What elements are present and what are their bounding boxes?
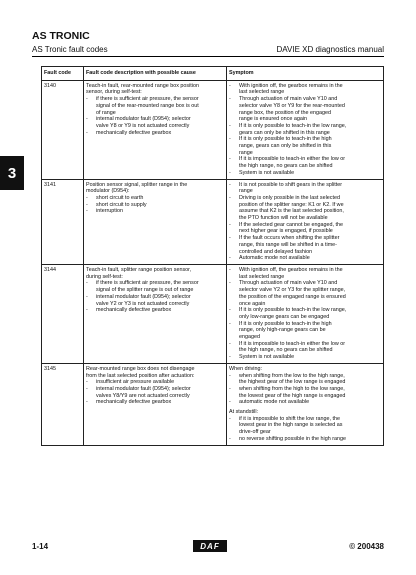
copyright-code: © 200438 bbox=[349, 542, 384, 551]
manual-title: DAVIE XD diagnostics manual bbox=[276, 45, 384, 54]
description-cell bbox=[84, 80, 227, 179]
list-item bbox=[229, 280, 381, 307]
text-line: during self-test: bbox=[86, 273, 123, 280]
list-item bbox=[86, 130, 224, 137]
header-rule bbox=[32, 56, 384, 57]
list-item-text: - Through actuation of main valve Y10 and bbox=[239, 280, 338, 287]
fault-code-table bbox=[41, 66, 384, 446]
list-item-text: signal of the rear-mounted range box is out bbox=[96, 102, 199, 109]
list-item-text: - System is not available bbox=[239, 354, 295, 361]
list-item bbox=[86, 195, 224, 202]
list-item-text: - If it is impossible to teach-in either the low or bbox=[239, 156, 346, 163]
text-line: Teach-in fault, rear-mounted range box position bbox=[86, 82, 199, 89]
list-item bbox=[229, 373, 381, 386]
table-row bbox=[42, 179, 384, 264]
page-title: AS TRONIC bbox=[32, 30, 90, 42]
list-item-text: selector valve Y8 or Y9 for the rear-mounted bbox=[239, 102, 345, 109]
list-item bbox=[86, 399, 224, 406]
list-item-text: the lowest gear of the high range is engaged bbox=[239, 392, 346, 399]
list-item-text: - when shifting from the low to the high range, bbox=[239, 372, 345, 379]
list-item bbox=[86, 280, 224, 293]
fault-code-cell: 3144 bbox=[42, 264, 84, 363]
text-line: Teach-in fault, splitter range position sensor, bbox=[86, 266, 192, 273]
symptom-cell bbox=[227, 264, 384, 363]
list-item-text: - Through actuation of main valve Y10 and bbox=[239, 96, 338, 103]
column-header-fault-code: Fault code bbox=[42, 67, 84, 81]
list-item-text: the high range, no gears can be shifted bbox=[239, 163, 333, 170]
list-item bbox=[229, 354, 381, 361]
list-item-text: range, this range will be shifted in a time- bbox=[239, 241, 337, 248]
list-item-text: - Driving is only possible in the last selected bbox=[239, 194, 340, 201]
list-item bbox=[229, 235, 381, 255]
list-item bbox=[86, 96, 224, 116]
column-header-description: Fault code description with possible cause bbox=[84, 67, 227, 81]
list-item-text: valves Y8/Y9 are not actuated correctly bbox=[96, 392, 190, 399]
list-item-text: - With ignition off, the gearbox remains in the bbox=[239, 266, 343, 273]
list-item-text: once again bbox=[239, 300, 266, 307]
table-row bbox=[42, 80, 384, 179]
symptom-cell bbox=[227, 179, 384, 264]
list-item-text: - if there is sufficient air pressure, the sensor bbox=[96, 96, 199, 103]
list-item-text: - short circuit to earth bbox=[96, 194, 144, 201]
list-item-text: the position of the engaged range is ensured bbox=[239, 293, 346, 300]
list-item bbox=[86, 379, 224, 386]
list-item-text: - If it is only possible to teach-in the high bbox=[239, 320, 332, 327]
list-item-text: last selected range bbox=[239, 89, 285, 96]
page-number: 1-14 bbox=[32, 542, 49, 551]
list-item-text: range, gears can only be shifted in this bbox=[239, 143, 332, 150]
list-item bbox=[229, 267, 381, 280]
list-item-text: - insufficient air pressure available bbox=[96, 379, 175, 386]
list-item-text: valve Y2 or Y3 is not actuated correctly bbox=[96, 300, 190, 307]
symptom-cell bbox=[227, 80, 384, 179]
fault-code-cell: 3145 bbox=[42, 363, 84, 445]
list-item-text: lowest gear in the high range is selected as bbox=[239, 422, 343, 429]
list-item-text: - If the selected gear cannot be engaged, the bbox=[239, 221, 343, 228]
list-item-text: - internal modulator fault (D954); selector bbox=[96, 293, 191, 300]
list-item bbox=[229, 321, 381, 341]
list-item-text: only low-range gears can be engaged bbox=[239, 313, 330, 320]
text-line: sensor, during self-test: bbox=[86, 89, 142, 96]
text-line: modulator (D954): bbox=[86, 188, 130, 195]
list-item bbox=[229, 222, 381, 235]
list-item bbox=[229, 170, 381, 177]
list-item bbox=[229, 255, 381, 262]
list-item bbox=[229, 83, 381, 96]
list-item-text: - mechanically defective gearbox bbox=[96, 307, 172, 314]
list-item-text: next higher gear is engaged, if possible bbox=[239, 228, 333, 235]
table-row bbox=[42, 264, 384, 363]
list-item-text: last selected range bbox=[239, 273, 285, 280]
list-item-text: - mechanically defective gearbox bbox=[96, 129, 172, 136]
list-item-text: - short circuit to supply bbox=[96, 201, 147, 208]
column-header-symptom: Symptom bbox=[227, 67, 384, 81]
list-item-text: the high range, no gears can be shifted bbox=[239, 347, 333, 354]
list-item-text: controlled and delayed fashion bbox=[239, 248, 313, 255]
list-item-text: - if it is impossible to shift the low range, the bbox=[239, 415, 340, 422]
list-item-text: - interruption bbox=[96, 208, 123, 215]
list-item-text: - when shifting from the high to the low range, bbox=[239, 385, 345, 392]
list-item bbox=[86, 202, 224, 209]
list-item-text: position of the splitter range: K1 or K2. If we bbox=[239, 201, 344, 208]
description-cell bbox=[84, 264, 227, 363]
section-subtitle: AS Tronic fault codes bbox=[32, 45, 108, 54]
list-item-text: range is ensured once again bbox=[239, 116, 308, 123]
list-item-text: - mechanically defective gearbox bbox=[96, 399, 172, 406]
text-line: Rear-mounted range box does not disengage bbox=[86, 365, 195, 372]
list-item bbox=[229, 436, 381, 443]
list-item-text: of range bbox=[96, 109, 116, 116]
list-item bbox=[229, 96, 381, 123]
description-cell bbox=[84, 363, 227, 445]
text-line: When driving: bbox=[229, 365, 262, 372]
list-item-text: the PTO function will not be available bbox=[239, 215, 328, 222]
list-item-text: the highest gear of the low range is engaged bbox=[239, 379, 346, 386]
list-item-text: - If it is only possible to teach-in the low range, bbox=[239, 122, 347, 129]
list-item-text: - System is not available bbox=[239, 169, 295, 176]
list-item-text: range, only high-range gears can be bbox=[239, 327, 326, 334]
list-item-text: engaged bbox=[239, 334, 260, 341]
list-item bbox=[229, 156, 381, 169]
list-item bbox=[86, 294, 224, 307]
list-item bbox=[86, 116, 224, 129]
list-item-text: selector valve Y2 or Y3 for the splitter range, bbox=[239, 287, 346, 294]
list-item-text: gears can only be shifted in this range bbox=[239, 129, 330, 136]
list-item-text: - It is not possible to shift gears in the splitter bbox=[239, 181, 343, 188]
symptom-cell bbox=[227, 363, 384, 445]
list-item-text: - if there is sufficient air pressure, the sensor bbox=[96, 280, 199, 287]
list-item-text: - If it is only possible to teach-in the low range, bbox=[239, 307, 347, 314]
table-header-row bbox=[42, 67, 384, 81]
list-item bbox=[229, 416, 381, 436]
list-item-text: range box, the position of the engaged bbox=[239, 109, 332, 116]
list-item bbox=[229, 399, 381, 406]
list-item-text: - Automatic mode not available bbox=[239, 255, 310, 262]
list-item bbox=[86, 307, 224, 314]
list-item-text: - If it is only possible to teach-in the high bbox=[239, 136, 332, 143]
list-item-text: signal of the splitter range is out of range bbox=[96, 287, 194, 294]
table-row bbox=[42, 363, 384, 445]
text-line: from the last selected position after actuation: bbox=[86, 372, 195, 379]
text-line: Position sensor signal, splitter range in the bbox=[86, 181, 188, 188]
fault-code-cell: 3140 bbox=[42, 80, 84, 179]
description-cell bbox=[84, 179, 227, 264]
list-item-text: - internal modulator fault (D954); selector bbox=[96, 385, 191, 392]
list-item-text: - internal modulator fault (D954); selector bbox=[96, 116, 191, 123]
list-item-text: - no reverse shifting possible in the high range bbox=[239, 435, 346, 442]
list-item bbox=[229, 123, 381, 136]
list-item-text: - With ignition off, the gearbox remains in the bbox=[239, 82, 343, 89]
list-item bbox=[229, 136, 381, 156]
chapter-tab: 3 bbox=[0, 156, 24, 190]
list-item-text: - If it is impossible to teach-in either the low or bbox=[239, 340, 346, 347]
list-item bbox=[229, 386, 381, 399]
list-item bbox=[229, 195, 381, 222]
list-item bbox=[86, 208, 224, 215]
list-item-text: drive-off gear bbox=[239, 429, 271, 436]
list-item-text: - automatic mode not available bbox=[239, 399, 310, 406]
list-item-text: range bbox=[239, 188, 253, 195]
list-item bbox=[86, 386, 224, 399]
fault-code-cell: 3141 bbox=[42, 179, 84, 264]
daf-logo: DAF bbox=[193, 540, 227, 552]
list-item-text: assume that K2 is the last selected position, bbox=[239, 208, 344, 215]
list-item bbox=[229, 307, 381, 320]
list-item bbox=[229, 182, 381, 195]
text-line: At standstill: bbox=[229, 409, 259, 416]
list-item-text: range bbox=[239, 149, 253, 156]
list-item-text: - If the fault occurs when shifting the splitter bbox=[239, 235, 340, 242]
list-item bbox=[229, 341, 381, 354]
list-item-text: valve Y8 or Y9 is not actuated correctly bbox=[96, 122, 190, 129]
